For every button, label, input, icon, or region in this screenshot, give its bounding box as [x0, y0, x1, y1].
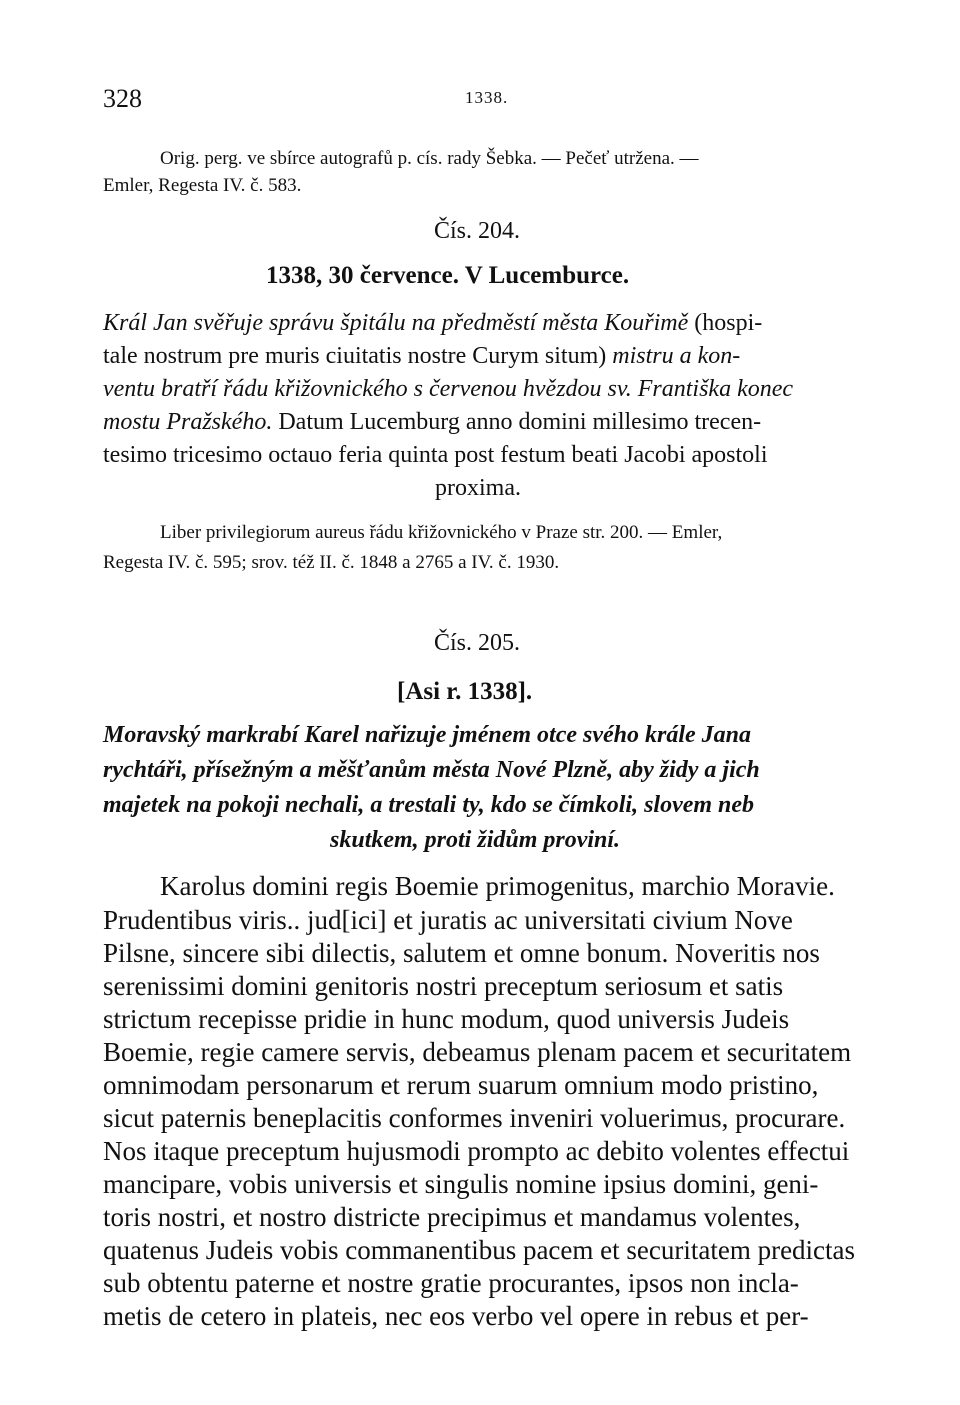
summary-italic: Král Jan svěřuje správu špitálu na předměstí města Kouřimě [103, 310, 689, 336]
summary-line: Moravský markrabí Karel nařizuje jménem otce svého krále Jana [103, 722, 751, 748]
text-line: strictum recepisse pridie in hunc modum, quod universis Judeis [103, 1004, 790, 1034]
summary-line: skutkem, proti židům proviní. [330, 827, 621, 853]
source-note-line: Orig. perg. ve sbírce autografů p. cís. rady Šebka. — Pečeť utržena. — [160, 148, 699, 169]
entry-date: 1338, 30 července. V Lucemburce. [266, 262, 630, 289]
text-line: quatenus Judeis vobis commanentibus pacem et securitatem predictas [103, 1235, 856, 1265]
summary-line [103, 343, 740, 370]
summary-line [103, 310, 762, 337]
summary-roman: tale nostrum pre muris ciuitatis nostre Curym situm) [103, 343, 613, 369]
entry-date: [Asi r. 1338]. [397, 678, 533, 705]
entry-number: Čís. 205. [434, 630, 521, 656]
entry-number: Čís. 204. [434, 218, 521, 244]
summary-line: proxima. [435, 475, 521, 501]
source-note-line: Emler, Regesta IV. č. 583. [103, 175, 302, 196]
source-note-line: Regesta IV. č. 595; srov. též II. č. 1848 a 2765 a IV. č. 1930. [103, 552, 560, 573]
text-line: omnimodam personarum et rerum suarum omnium modo pristino, [103, 1070, 819, 1100]
text-line: Pilsne, sincere sibi dilectis, salutem et omne bonum. Noveritis nos [103, 938, 820, 968]
summary-line: majetek na pokoji nechali, a trestali ty, kdo se čímkoli, slovem neb [103, 792, 755, 818]
text-line: sub obtentu paterne et nostre gratie procurantes, ipsos non incla- [103, 1268, 799, 1298]
text-line: Nos itaque preceptum hujusmodi prompto ac debito volentes effectui [103, 1136, 850, 1166]
text-line: Boemie, regie camere servis, debeamus plenam pacem et securitatem [103, 1037, 852, 1067]
text-line: serenissimi domini genitoris nostri preceptum seriosum et satis [103, 971, 784, 1001]
summary-line: ventu bratří řádu křižovnického s červenou hvězdou sv. Františka konec [103, 376, 794, 402]
text-line: metis de cetero in plateis, nec eos verbo vel opere in rebus et per- [103, 1301, 809, 1331]
summary-italic: mistru a kon- [612, 343, 741, 369]
text-line: toris nostri, et nostro districte precipimus et mandamus volentes, [103, 1202, 801, 1232]
summary-roman: (hospi- [688, 310, 763, 336]
summary-roman: Datum Lucemburg anno domini millesimo trecen- [272, 409, 762, 435]
text-line: Prudentibus viris.. jud[ici] et juratis ac universitati civium Nove [103, 905, 793, 935]
summary-italic: mostu Pražského. [103, 409, 273, 435]
page-number: 328 [103, 84, 142, 113]
source-note-line: Liber privilegiorum aureus řádu křižovnického v Praze str. 200. — Emler, [160, 522, 723, 543]
text-line: mancipare, vobis universis et singulis nomine ipsius domini, geni- [103, 1169, 819, 1199]
summary-line: tesimo tricesimo octauo feria quinta post festum beati Jacobi apostoli [103, 442, 768, 468]
summary-line: rychtáři, přísežným a měšťanům města Nové Plzně, aby židy a jich [103, 757, 760, 783]
summary-line [103, 409, 761, 436]
running-head: 1338. [465, 88, 509, 107]
text-line: Karolus domini regis Boemie primogenitus, marchio Moravie. [160, 871, 835, 901]
text-line: sicut paternis beneplacitis conformes inveniri voluerimus, procurare. [103, 1103, 846, 1133]
